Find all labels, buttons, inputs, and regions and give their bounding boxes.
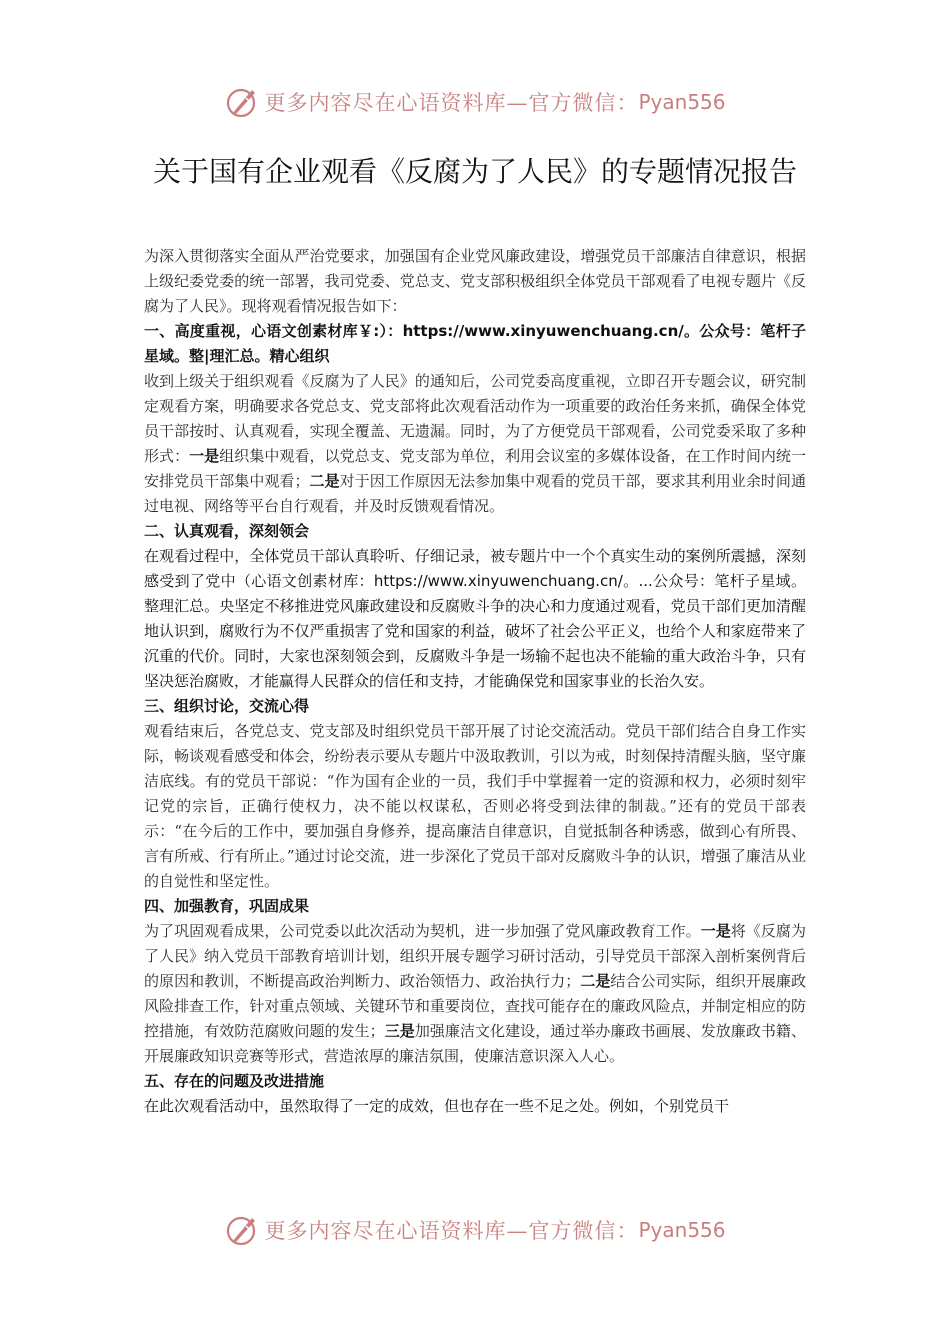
text-run: 收到上级关于组织观看《反腐为了人民》的通知后，公司党委高度重视，立即召开专题会议，研究制定观看方案，明确要求各党总支、党支部将此次观看活动作为一项重要的政治任务来抓，确保全体党员干部按时、认真观看，实现全覆盖、无遗漏。同时，为了方便党员干部观看，公司党委采取了多种形式： [144,372,806,465]
section-1-paragraph [144,369,806,519]
section-5-paragraph: 在此次观看活动中，虽然取得了一定的成效，但也存在一些不足之处。例如，个别党员干 [144,1097,730,1115]
text-run: 对于因工作原因无法参加集中观看的党员干部，要求其利用业余时间通过电视、网络等平台自行观看，并及时反馈观看情况。 [144,472,806,515]
banner-text: 更多内容尽在心语资料库—官方微信： [264,1219,639,1243]
banner-wechat-id: Pyan556 [638,90,726,114]
text-run: 将《反腐为了人民》纳入党员干部教育培训计划，组织开展专题学习研讨活动，引导党员干部深入剖析案例背后的原因和教训，不断提高政治判断力、政治领悟力、政治执行力； [144,922,806,990]
section-4-heading: 四、加强教育，巩固成果 [144,897,310,915]
text-run: 结合公司实际，组织开展廉政风险排查工作，针对重点领域、关键环节和重要岗位，查找可能存在的廉政风险点，并制定相应的防控措施，有效防范腐败问题的发生； [144,972,806,1040]
quill-logo-icon [224,1212,260,1248]
quill-logo-icon [224,84,260,120]
text-run: 组织集中观看，以党总支、党支部为单位，利用会议室的多媒体设备，在工作时间内统一安排党员干部集中观看； [144,447,806,490]
report-body [144,244,806,1119]
emphasis: 二是 [580,972,611,990]
banner-text: 更多内容尽在心语资料库—官方微信： [264,91,639,115]
banner-wechat-id: Pyan556 [638,1218,726,1242]
section-2-heading: 二、认真观看，深刻领会 [144,522,310,540]
header-banner [0,82,950,122]
section-2-paragraph: 在观看过程中，全体党员干部认真聆听、仔细记录，被专题片中一个个真实生动的案例所震撼，深刻感受到了党中（心语文创素材库：https://www.xinyuwenchuang.cn/。...公众号：笔杆子星域。整理汇总。央坚定不移推进党风廉政建设和反腐败斗争的决心和力度通过观看，党员干部们更加清醒地认识到，腐败行为不仅严重损害了党和国家的利益，破坏了社会公平正义，也给个人和家庭带来了沉重的代价。同时，大家也深刻领会到，反腐败斗争是一场输不起也决不能输的重大政治斗争，只有坚决惩治腐败，才能赢得人民群众的信任和支持，才能确保党和国家事业的长治久安。 [144,547,806,690]
emphasis: 三是 [384,1022,415,1040]
section-1-heading: 一、高度重视，心语文创素材库￥:）：https://www.xinyuwenchuang.cn/。公众号：笔杆子星域。整|理汇总。精心组织 [144,322,806,365]
text-run: 为了巩固观看成果，公司党委以此次活动为契机，进一步加强了党风廉政教育工作。 [144,922,701,940]
intro-paragraph: 为深入贯彻落实全面从严治党要求，加强国有企业党风廉政建设，增强党员干部廉洁自律意识，根据上级纪委党委的统一部署，我司党委、党总支、党支部积极组织全体党员干部观看了电视专题片《反腐为了人民》。现将观看情况报告如下： [144,247,806,315]
emphasis: 一是 [700,922,731,940]
footer-banner [0,1210,950,1250]
section-3-paragraph: 观看结束后，各党总支、党支部及时组织党员干部开展了讨论交流活动。党员干部们结合自身工作实际，畅谈观看感受和体会，纷纷表示要从专题片中汲取教训，引以为戒，时刻保持清醒头脑，坚守廉洁底线。有的党员干部说：“作为国有企业的一员，我们手中掌握着一定的资源和权力，必须时刻牢记党的宗旨，正确行使权力，决不能以权谋私，否则必将受到法律的制裁。”还有的党员干部表示：“在今后的工作中，要加强自身修养，提高廉洁自律意识，自觉抵制各种诱惑，做到心有所畏、言有所戒、行有所止。”通过讨论交流，进一步深化了党员干部对反腐败斗争的认识，增强了廉洁从业的自觉性和坚定性。 [144,722,806,890]
emphasis: 二是 [309,472,340,490]
section-5-heading: 五、存在的问题及改进措施 [144,1072,325,1090]
emphasis: 一是 [189,447,220,465]
section-3-heading: 三、组织讨论，交流心得 [144,697,310,715]
text-run: 加强廉洁文化建设，通过举办廉政书画展、发放廉政书籍、开展廉政知识竞赛等形式，营造浓厚的廉洁氛围，使廉洁意识深入人心。 [144,1022,806,1065]
section-4-paragraph [144,919,806,1069]
page-title: 关于国有企业观看《反腐为了人民》的专题情况报告 [152,155,797,188]
